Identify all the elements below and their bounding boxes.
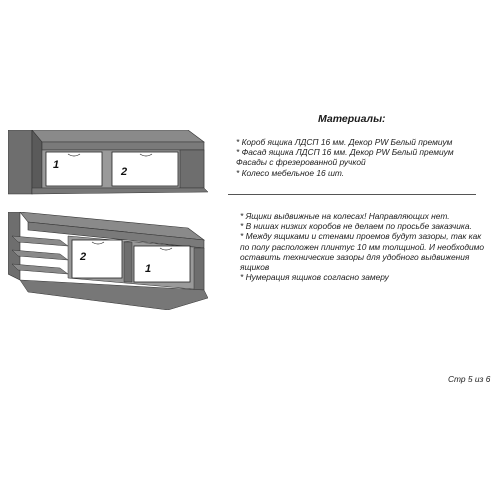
top-slab (32, 130, 204, 142)
shelf-lower (12, 264, 68, 274)
material-item: * Короб ящика ЛДСП 16 мм. Декор PW Белый премиум (236, 137, 453, 147)
material-item: Фасады с фрезерованной ручкой (236, 157, 366, 168)
section-divider (228, 194, 476, 195)
materials-list (236, 137, 476, 178)
drawer-2-label: 2 (80, 251, 87, 263)
note-line: * В нишах низких коробов не делаем по просьбе заказчика. (240, 221, 472, 232)
drawer-1-label: 1 (53, 159, 60, 171)
drawer-1 (134, 246, 190, 282)
drawer-2-label: 2 (121, 166, 128, 178)
drawer-drawing-top (8, 130, 208, 200)
shelf-upper (12, 236, 68, 246)
top-slab-front (42, 142, 204, 150)
drawer-2 (72, 240, 122, 278)
right-post (180, 150, 204, 188)
drawer-1 (46, 152, 102, 186)
note-line: по полу расположен плинтус 10 мм толщиной. И необходимо (240, 241, 485, 252)
materials-title: Материалы: (318, 113, 386, 125)
note-line: * Между ящиками и стенами проемов будут зазоры, так как (240, 231, 482, 242)
page-number: Стр 5 из 6 (448, 374, 491, 384)
floor (32, 188, 208, 194)
note-line: * Нумерация ящиков согласно замеру (240, 272, 389, 283)
note-line: * Ящики выдвижные на колесах! Направляющих нет. (240, 211, 450, 221)
note-line: ящиков (240, 262, 270, 273)
drawer-2 (112, 152, 178, 186)
note-line: оставить технические зазоры для удобного выдвижения (240, 251, 470, 262)
shelf-middle (12, 250, 68, 260)
drawer-drawing-bottom (8, 212, 208, 310)
notes-block (240, 211, 485, 283)
right-post (194, 248, 204, 290)
left-wall (8, 130, 32, 194)
material-item: * Фасад ящика ЛДСП 16 мм. Декор PW Белый премиум (236, 147, 454, 158)
material-item: * Колесо мебельное 16 шт. (236, 167, 345, 178)
middle-post (124, 242, 132, 282)
drawer-1-label: 1 (145, 263, 152, 275)
